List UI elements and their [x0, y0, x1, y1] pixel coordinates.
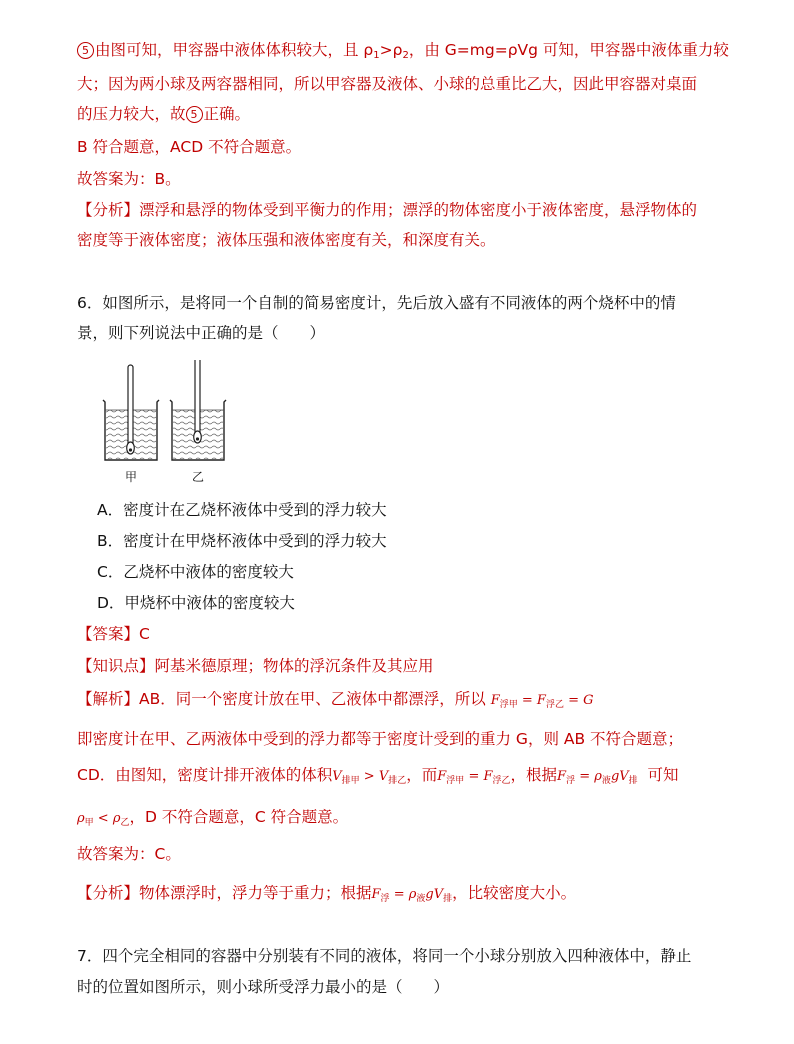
q6-fenxi: 【分析】物体漂浮时，浮力等于重力；根据$F_浮 = \rho_液gV_排$，比较密度大小。 [77, 884, 577, 904]
q6-final-answer: 故答案为：C。 [77, 845, 181, 863]
formula-density-compare: $\rho_甲 < \rho_乙$ [77, 811, 130, 828]
q6-stem-line-1: 6．如图所示，是将同一个自制的简易密度计，先后放入盛有不同液体的两个烧杯中的情 [77, 294, 676, 312]
q7-stem-line-1: 7．四个完全相同的容器中分别装有不同的液体，将同一个小球分别放入四种液体中，静止 [77, 947, 692, 965]
formula-buoyancy-equal: $F_{浮甲} = F_{浮乙} = G$ [490, 693, 594, 710]
q6-knowledge-point: 【知识点】阿基米德原理；物体的浮沉条件及其应用 [77, 657, 434, 675]
label-yi: 乙 [191, 470, 205, 484]
analysis-line-2: 密度等于液体密度；液体压强和液体密度有关，和深度有关。 [77, 231, 496, 249]
q6-option-a: A．密度计在乙烧杯液体中受到的浮力较大 [97, 501, 387, 519]
text-line-4: B 符合题意，ACD 不符合题意。 [77, 138, 302, 156]
q6-answer: 【答案】C [77, 625, 150, 643]
q6-analysis-line-1: 【解析】AB．同一个密度计放在甲、乙液体中都漂浮，所以 $F_{浮甲} = F_{浮乙} = G$ [77, 690, 594, 710]
text-line-1: 5 由图可知，甲容器中液体体积较大，且 $\rho_1>\rho_2$，由 G=mg=ρVg 可知，甲容器中液体重力较 [77, 39, 729, 67]
q6-stem-line-2: 景，则下列说法中正确的是（ ） [77, 324, 326, 342]
q6-option-c: C．乙烧杯中液体的密度较大 [97, 563, 294, 581]
q6-option-d: D．甲烧杯中液体的密度较大 [97, 594, 295, 612]
q6-analysis-line-2: 即密度计在甲、乙两液体中受到的浮力都等于密度计受到的重力 G，则 AB 不符合题意； [77, 730, 684, 748]
text-line-5: 故答案为：B。 [77, 170, 181, 188]
beaker-right [170, 360, 226, 460]
text-line-2: 大；因为两小球及两容器相同，所以甲容器及液体、小球的总重比乙大，因此甲容器对桌面 [77, 75, 698, 93]
q7-stem-line-2: 时的位置如图所示，则小球所受浮力最小的是（ ） [77, 978, 450, 996]
beakers-figure [100, 360, 230, 490]
q6-analysis-line-3: CD．由图知，密度计排开液体的体积$V_{排甲} > V_{排乙}$，而$F_{浮甲} = F_{浮乙}$，根据$F_浮 = \rho_液gV_排$ 可知 [77, 766, 679, 786]
formula-archimedes-2: $F_浮 = \rho_液gV_排$ [371, 887, 453, 904]
formula-buoyancy-equal-2: $F_{浮甲} = F_{浮乙}$ [437, 769, 511, 786]
text-line-3: 的压力较大，故 5 正确。 [77, 105, 251, 123]
analysis-line-1: 【分析】漂浮和悬浮的物体受到平衡力的作用；漂浮的物体密度小于液体密度，悬浮物体的 [77, 201, 698, 219]
formula-archimedes: $F_浮 = \rho_液gV_排$ [557, 769, 638, 786]
q6-analysis-line-4: $\rho_甲 < \rho_乙$，D 不符合题意，C 符合题意。 [77, 808, 349, 828]
formula-volume: $V_{排甲} > V_{排乙}$ [332, 769, 407, 786]
circled-number: 5 [77, 42, 94, 59]
circled-number: 5 [186, 106, 203, 123]
q6-option-b: B．密度计在甲烧杯液体中受到的浮力较大 [97, 532, 387, 550]
label-jia: 甲 [124, 470, 138, 484]
beaker-left [103, 365, 159, 460]
